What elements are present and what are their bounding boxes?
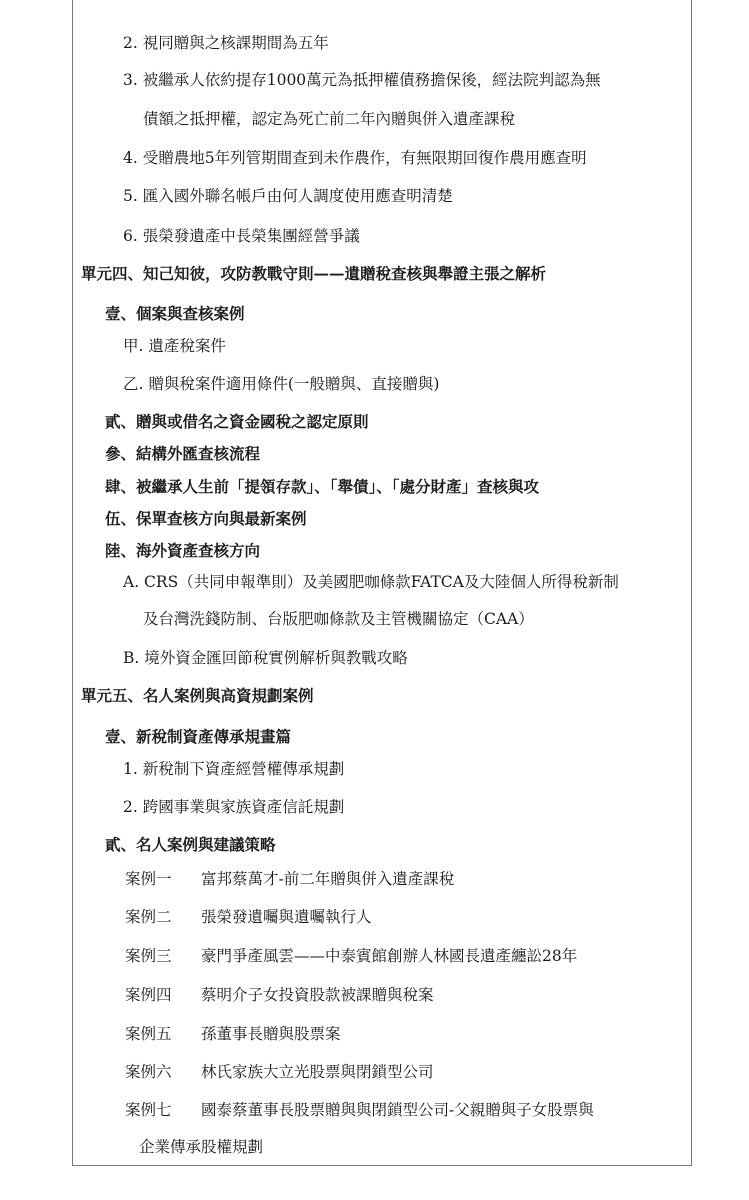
case-item <box>125 1024 341 1044</box>
section-heading: 壹、個案與查核案例 <box>105 304 245 323</box>
case-text: 孫董事長贈與股票案 <box>201 1025 341 1043</box>
case-label: 案例一 <box>125 870 172 888</box>
case-item <box>125 869 454 889</box>
case-label: 案例六 <box>125 1063 172 1081</box>
outline-item: 6. 張榮發遺產中長榮集團經營爭議 <box>123 227 360 245</box>
case-text: 富邦蔡萬才-前二年贈與併入遺產課稅 <box>201 870 455 888</box>
section-heading: 貳、名人案例與建議策略 <box>105 835 276 854</box>
section-heading: 陸、海外資產查核方向 <box>105 541 261 560</box>
section-heading: 貳、贈與或借名之資金國稅之認定原則 <box>105 412 369 431</box>
case-item-continuation: 企業傳承股權規劃 <box>139 1138 264 1156</box>
outline-item-continuation: 債額之抵押權，認定為死亡前二年內贈與併入遺產課稅 <box>143 110 516 128</box>
unit-heading-4: 單元四、知己知彼，攻防教戰守則——遺贈稅查核與舉證主張之解析 <box>81 264 547 283</box>
case-text: 張榮發遺囑與遺囑執行人 <box>201 908 372 926</box>
case-label: 案例七 <box>125 1101 172 1119</box>
outline-item: 乙. 贈與稅案件適用條件(一般贈與、直接贈與) <box>123 375 440 393</box>
outline-item: 甲. 遺產稅案件 <box>123 337 226 355</box>
outline-item: A. CRS（共同申報準則）及美國肥咖條款FATCA及大陸個人所得稅新制 <box>123 573 619 591</box>
case-text: 國泰蔡董事長股票贈與與閉鎖型公司-父親贈與子女股票與 <box>201 1101 594 1119</box>
outline-item-continuation: 及台灣洗錢防制、台版肥咖條款及主管機關協定（CAA） <box>143 610 534 628</box>
outline-item: B. 境外資金匯回節稅實例解析與教戰攻略 <box>123 649 408 667</box>
case-label: 案例三 <box>125 947 172 965</box>
outline-item: 2. 跨國事業與家族資產信託規劃 <box>123 798 345 816</box>
case-item <box>125 1100 594 1120</box>
outline-item: 2. 視同贈與之核課期間為五年 <box>123 34 329 52</box>
outline-frame <box>72 0 692 1166</box>
case-item <box>125 985 434 1005</box>
case-text: 林氏家族大立光股票與閉鎖型公司 <box>201 1063 434 1081</box>
outline-item: 3. 被繼承人依約提存1000萬元為抵押權債務擔保後，經法院判認為無 <box>123 71 601 89</box>
case-item <box>125 946 577 966</box>
section-heading: 肆、被繼承人生前「提領存款」、「舉債」、「處分財產」查核與攻 <box>105 477 540 496</box>
case-label: 案例五 <box>125 1025 172 1043</box>
case-text: 蔡明介子女投資股款被課贈與稅案 <box>201 986 434 1004</box>
unit-heading-5: 單元五、名人案例與高資規劃案例 <box>81 686 314 705</box>
case-item <box>125 1062 434 1082</box>
outline-item: 1. 新稅制下資產經營權傳承規劃 <box>123 760 345 778</box>
case-label: 案例四 <box>125 986 172 1004</box>
case-item <box>125 907 372 927</box>
section-heading: 壹、新稅制資產傳承規畫篇 <box>105 727 292 746</box>
section-heading: 參、結構外匯查核流程 <box>105 444 261 463</box>
outline-item: 5. 匯入國外聯名帳戶由何人調度使用應查明清楚 <box>123 187 453 205</box>
case-text: 豪門爭產風雲——中泰賓館創辦人林國長遺產纏訟28年 <box>201 947 578 965</box>
outline-item: 4. 受贈農地5年列管期間查到未作農作，有無限期回復作農用應查明 <box>123 149 587 167</box>
case-label: 案例二 <box>125 908 172 926</box>
section-heading: 伍、保單查核方向與最新案例 <box>105 509 307 528</box>
